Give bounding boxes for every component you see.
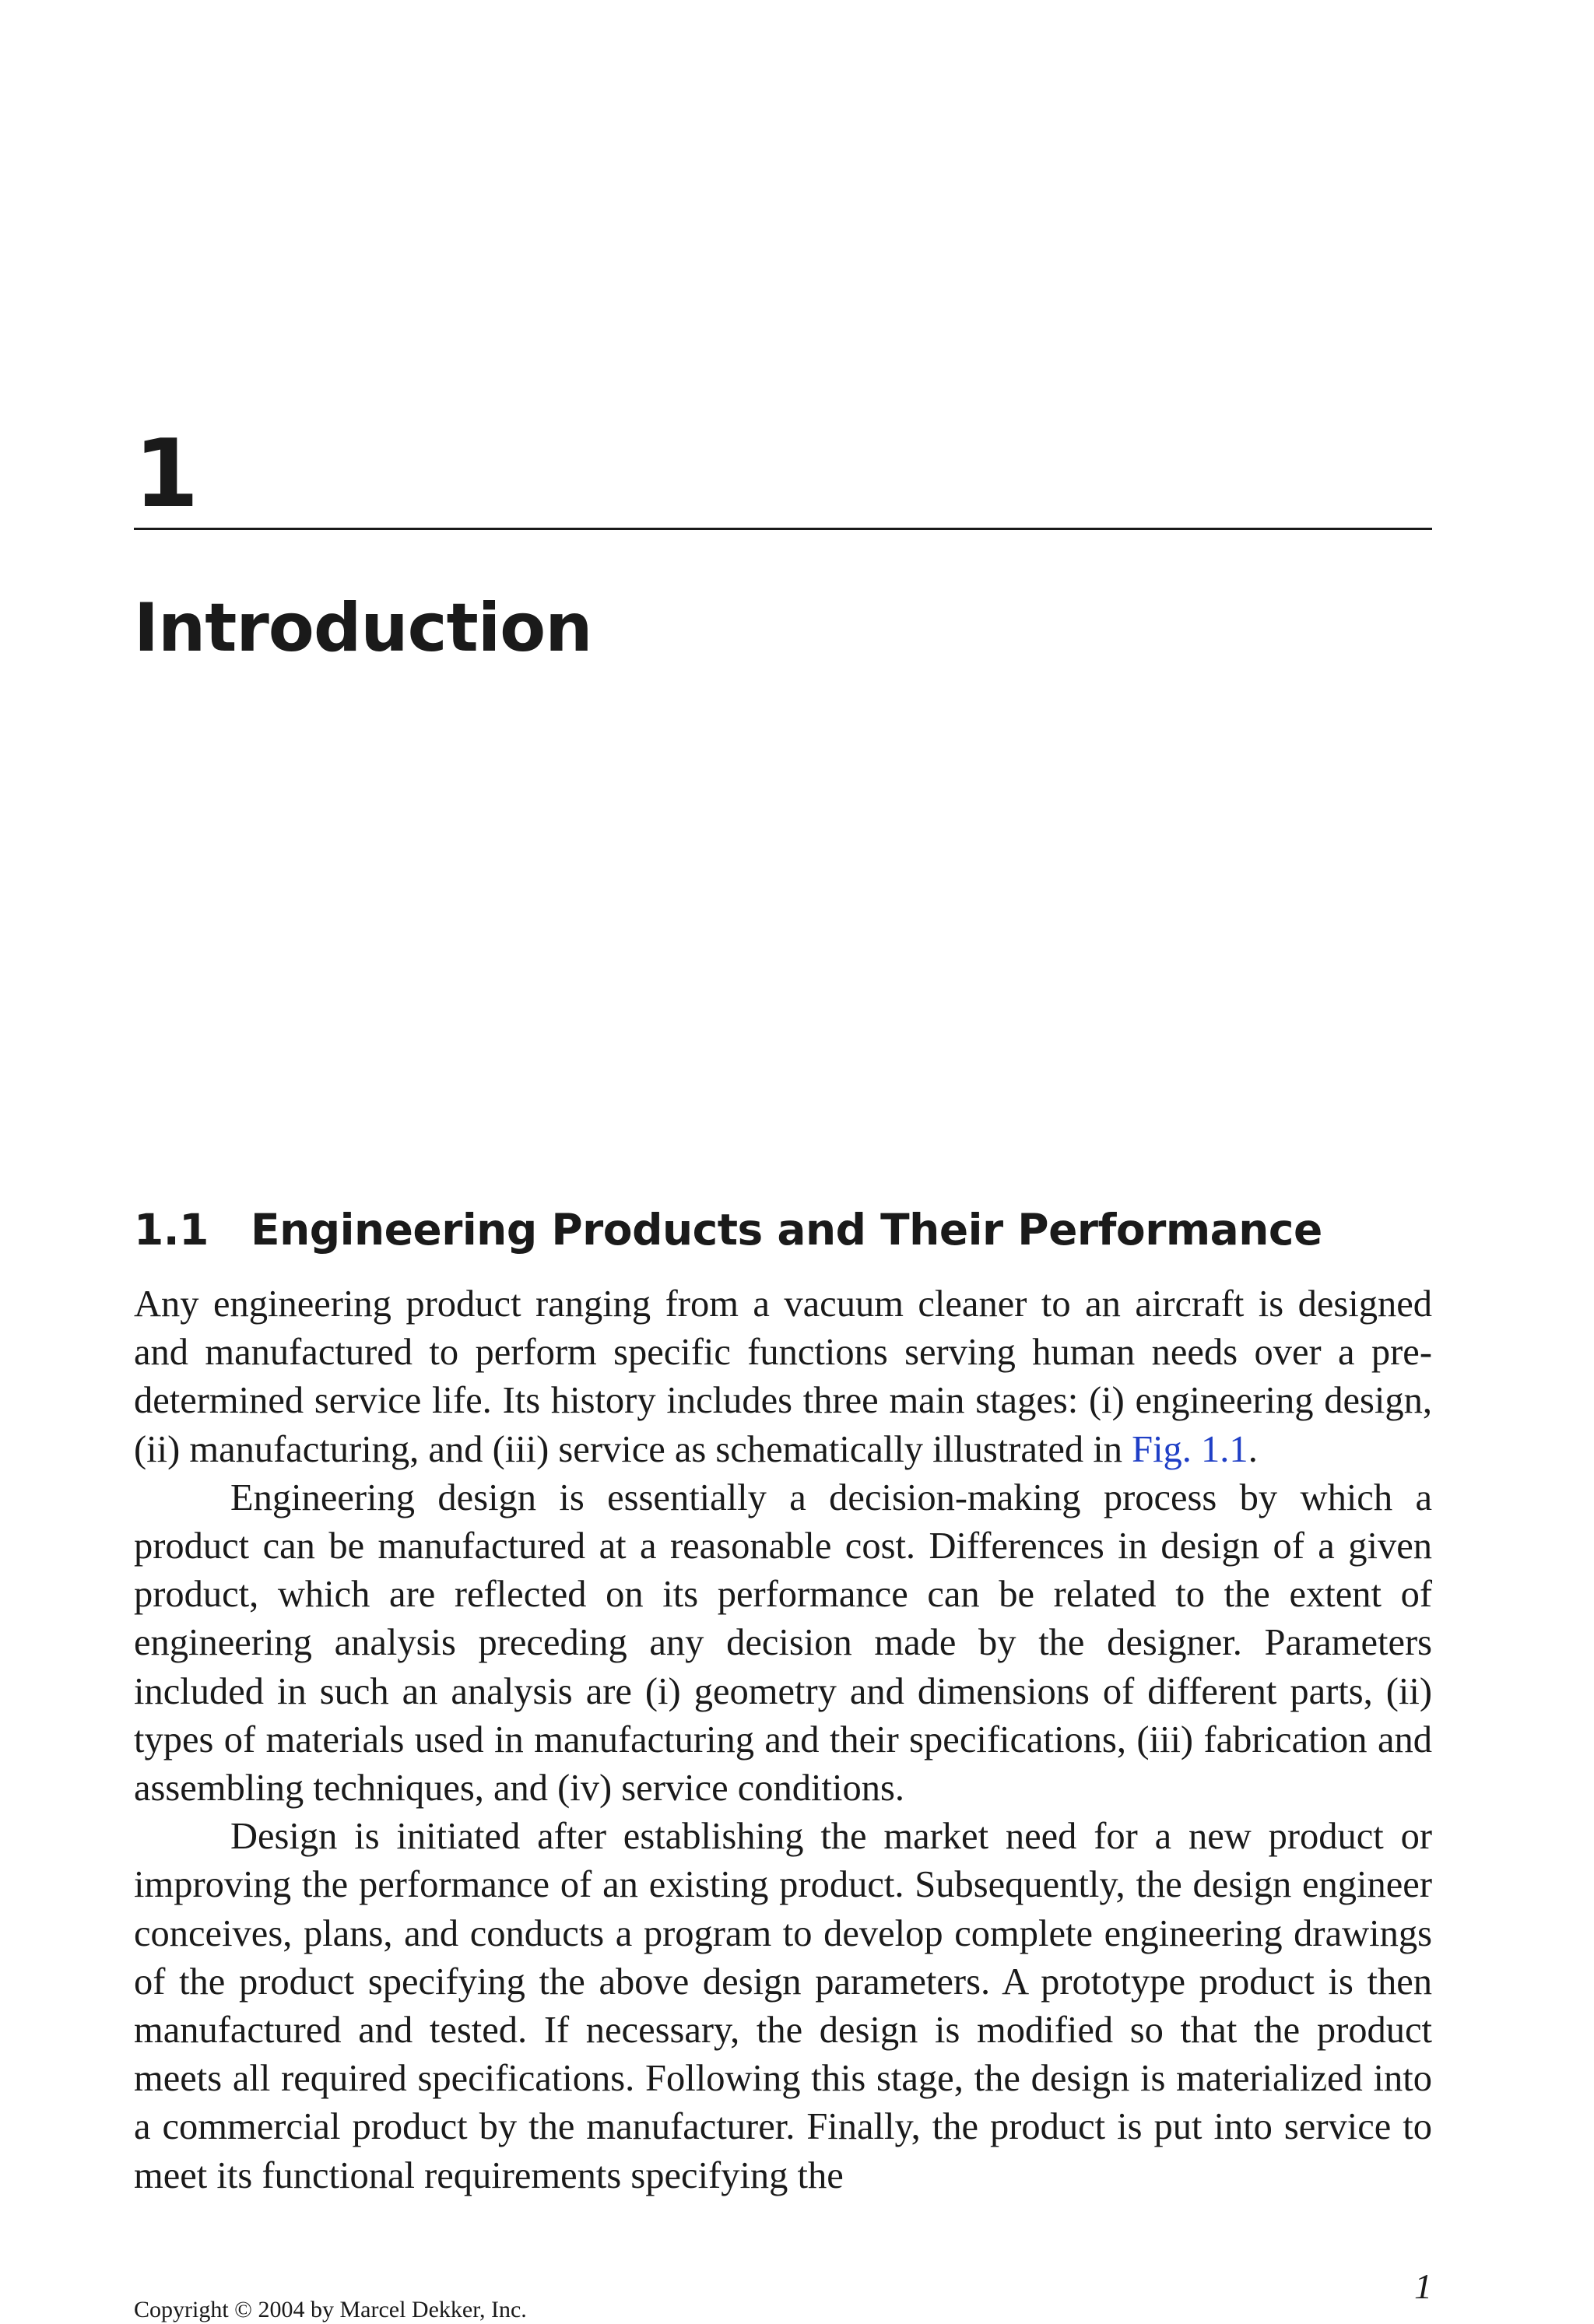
chapter-number: 1 [134,420,199,528]
section-number: 1.1 [134,1205,209,1255]
body-text [134,1280,1432,2200]
paragraph: Design is initiated after establishing the market need for a new product or improving the performance of an existing product. Subsequently, the design engineer conceives, plans, and conducts a program to develop complete engineering drawings of the product specifying the above design parameters. A prototype product is then manufactured and tested. If necessary, the design is modified so that the product meets all required specifications. Following this stage, the design is materialized into a commercial product by the manufacturer. Finally, the product is put into service to meet its functional requirements specifying the [134,1816,1432,2196]
copyright-notice: Copyright © 2004 by Marcel Dekker, Inc. [134,2297,527,2322]
paragraph-end: . [1248,1428,1258,1470]
paragraph: Engineering design is essentially a decision-making process by which a product can be manufactured at a reasonable cost. Differences in design of a given product, which are reflected on its performance can be related to the extent of engineering analysis preceding any decision made by the designer. Parameters included in such an analysis are (i) geometry and dimensions of different parts, (ii) types of materials used in manufacturing and their specifications, (iii) fabrication and assembling techniques, and (iv) service conditions. [134,1476,1432,1810]
chapter-title: Introduction [134,589,592,667]
section-heading [134,1199,1322,1261]
paragraph [134,1280,1432,1474]
paragraph-text: Any engineering product ranging from a vacuum cleaner to an aircraft is designed and manufactured to perform specific functions serving human needs over a predetermined service life. Its history includes three main stages: (i) engineering design, (ii) manufacturing, and (iii) service as schematically illustrated in [134,1283,1432,1470]
page-number: 1 [1414,2266,1432,2306]
chapter-divider [134,528,1432,530]
figure-reference-link[interactable]: Fig. 1.1 [1132,1428,1248,1470]
section-title: Engineering Products and Their Performance [251,1205,1322,1255]
